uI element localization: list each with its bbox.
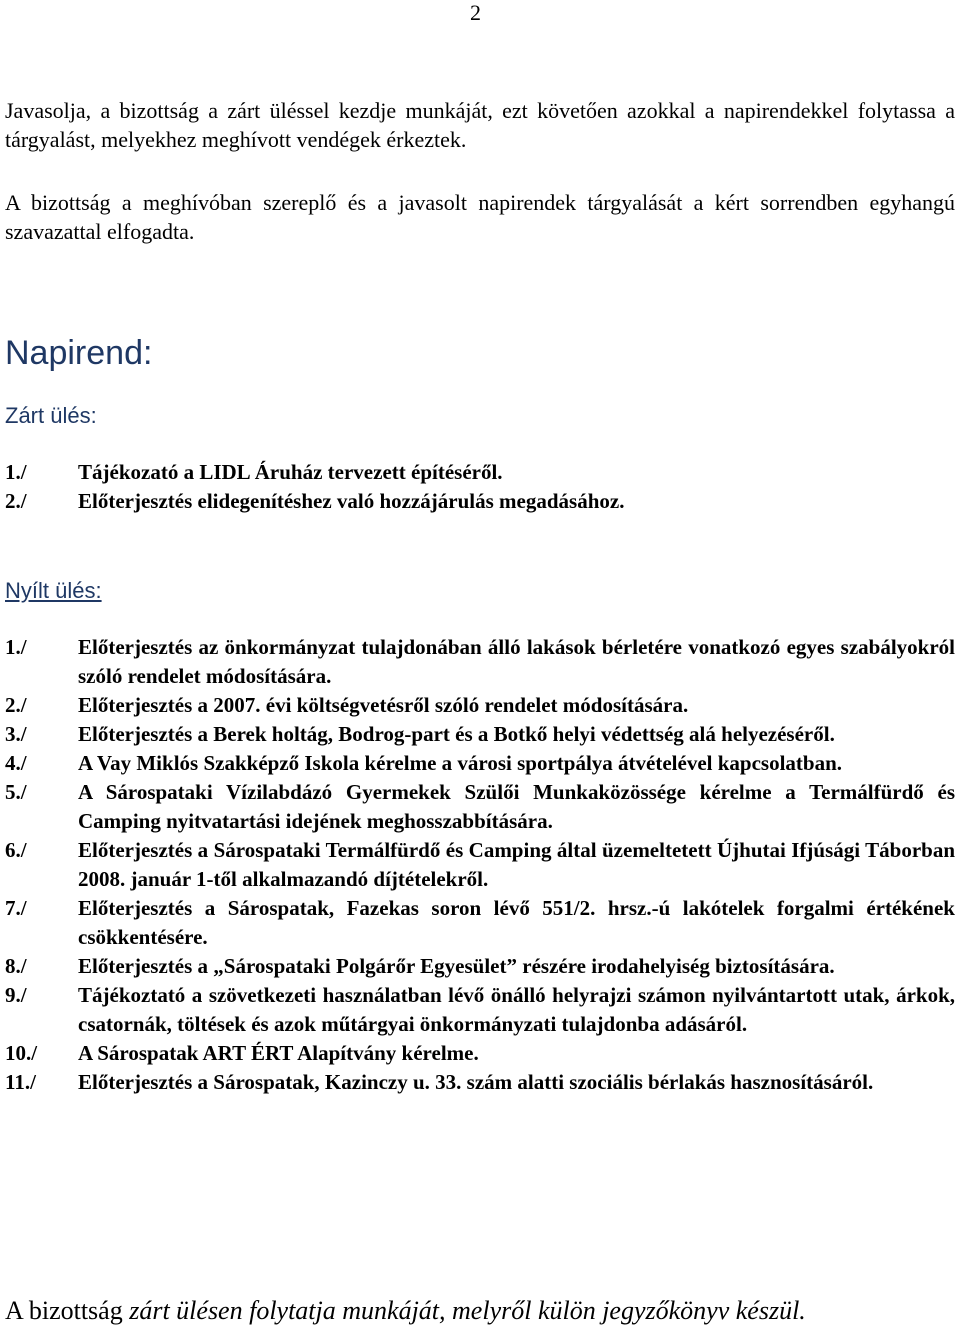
closing-sentence: [5, 1296, 806, 1326]
open-session-item: [5, 836, 955, 894]
closing-part-2: zárt ülésen folytatja munkáját, melyről külön jegyzőkönyv készül.: [129, 1296, 806, 1325]
item-number: 1./: [5, 635, 27, 659]
item-text: Előterjesztés a „Sárospataki Polgárőr Egyesület” részére irodahelyiség biztosítására.: [78, 954, 835, 978]
item-number: 8./: [5, 954, 27, 978]
item-text: A Sárospataki Vízilabdázó Gyermekek Szülői Munkaközössége kérelme a Termálfürdő és Camping nyitvatartási idejének meghosszabbítására.: [78, 780, 955, 833]
item-text: Előterjesztés a Sárospataki Termálfürdő és Camping által üzemeltetett Újhutai Ifjúsági Táborban 2008. január 1-től alkalmazandó díjtételekről.: [78, 838, 955, 891]
item-text: A Sárospatak ART ÉRT Alapítvány kérelme.: [78, 1041, 479, 1065]
item-text: Tájékoztató a szövetkezeti használatban lévő önálló helyrajzi számon nyilvántartott utak, árkok, csatornák, töltések és azok műtárgyai önkormányzati tulajdonba adásáról.: [78, 983, 955, 1036]
item-number: 4./: [5, 751, 27, 775]
open-session-item: [5, 981, 955, 1039]
closed-session-item: [5, 458, 955, 487]
closed-session-item: [5, 487, 955, 516]
closing-part-1: A bizottság: [5, 1296, 130, 1325]
open-session-item: [5, 633, 955, 691]
intro-paragraph-1: Javasolja, a bizottság a zárt üléssel kezdje munkáját, ezt követően azokkal a napirendekkel folytassa a tárgyalást, melyekhez meghívott vendégek érkeztek.: [5, 98, 955, 152]
item-text: Előterjesztés a 2007. évi költségvetésről szóló rendelet módosítására.: [78, 693, 689, 717]
open-session-item: [5, 778, 955, 836]
item-text: Előterjesztés az önkormányzat tulajdonában álló lakások bérletére vonatkozó egyes szabályokról szóló rendelet módosítására.: [78, 635, 955, 688]
item-number: 11./: [5, 1070, 36, 1094]
open-session-item: [5, 952, 955, 981]
agenda-title: Napirend:: [5, 334, 153, 372]
item-number: 5./: [5, 780, 27, 804]
item-text: Előterjesztés a Sárospatak, Kazinczy u. 33. szám alatti szociális bérlakás hasznosításáról.: [78, 1070, 874, 1094]
page-number: 2: [470, 0, 481, 25]
item-number: 6./: [5, 838, 27, 862]
item-number: 3./: [5, 722, 27, 746]
item-number: 2./: [5, 489, 27, 513]
intro-paragraph-2: A bizottság a meghívóban szereplő és a javasolt napirendek tárgyalását a kért sorrendben egyhangú szavazattal elfogadta.: [5, 190, 955, 244]
item-number: 9./: [5, 983, 27, 1007]
open-session-item: [5, 691, 955, 720]
open-session-item: [5, 749, 955, 778]
open-session-title: Nyílt ülés:: [5, 578, 102, 603]
item-number: 7./: [5, 896, 27, 920]
open-session-item: [5, 720, 955, 749]
item-text: Előterjesztés a Berek holtág, Bodrog-part és a Botkő helyi védettség alá helyezéséről.: [78, 722, 835, 746]
closed-session-list: [5, 458, 955, 516]
open-session-item: [5, 894, 955, 952]
item-text: A Vay Miklós Szakképző Iskola kérelme a városi sportpálya átvételével kapcsolatban.: [78, 751, 843, 775]
item-number: 2./: [5, 693, 27, 717]
closed-session-title: Zárt ülés:: [5, 403, 97, 428]
open-session-item: [5, 1039, 955, 1068]
open-session-item: [5, 1068, 955, 1097]
item-number: 1./: [5, 460, 27, 484]
item-text: Tájékozató a LIDL Áruház tervezett építéséről.: [78, 460, 503, 484]
item-text: Előterjesztés elidegenítéshez való hozzájárulás megadásához.: [78, 489, 625, 513]
item-number: 10./: [5, 1041, 38, 1065]
open-session-list: [5, 633, 955, 1097]
item-text: Előterjesztés a Sárospatak, Fazekas soron lévő 551/2. hrsz.-ú lakótelek forgalmi értékének csökkentésére.: [78, 896, 955, 949]
